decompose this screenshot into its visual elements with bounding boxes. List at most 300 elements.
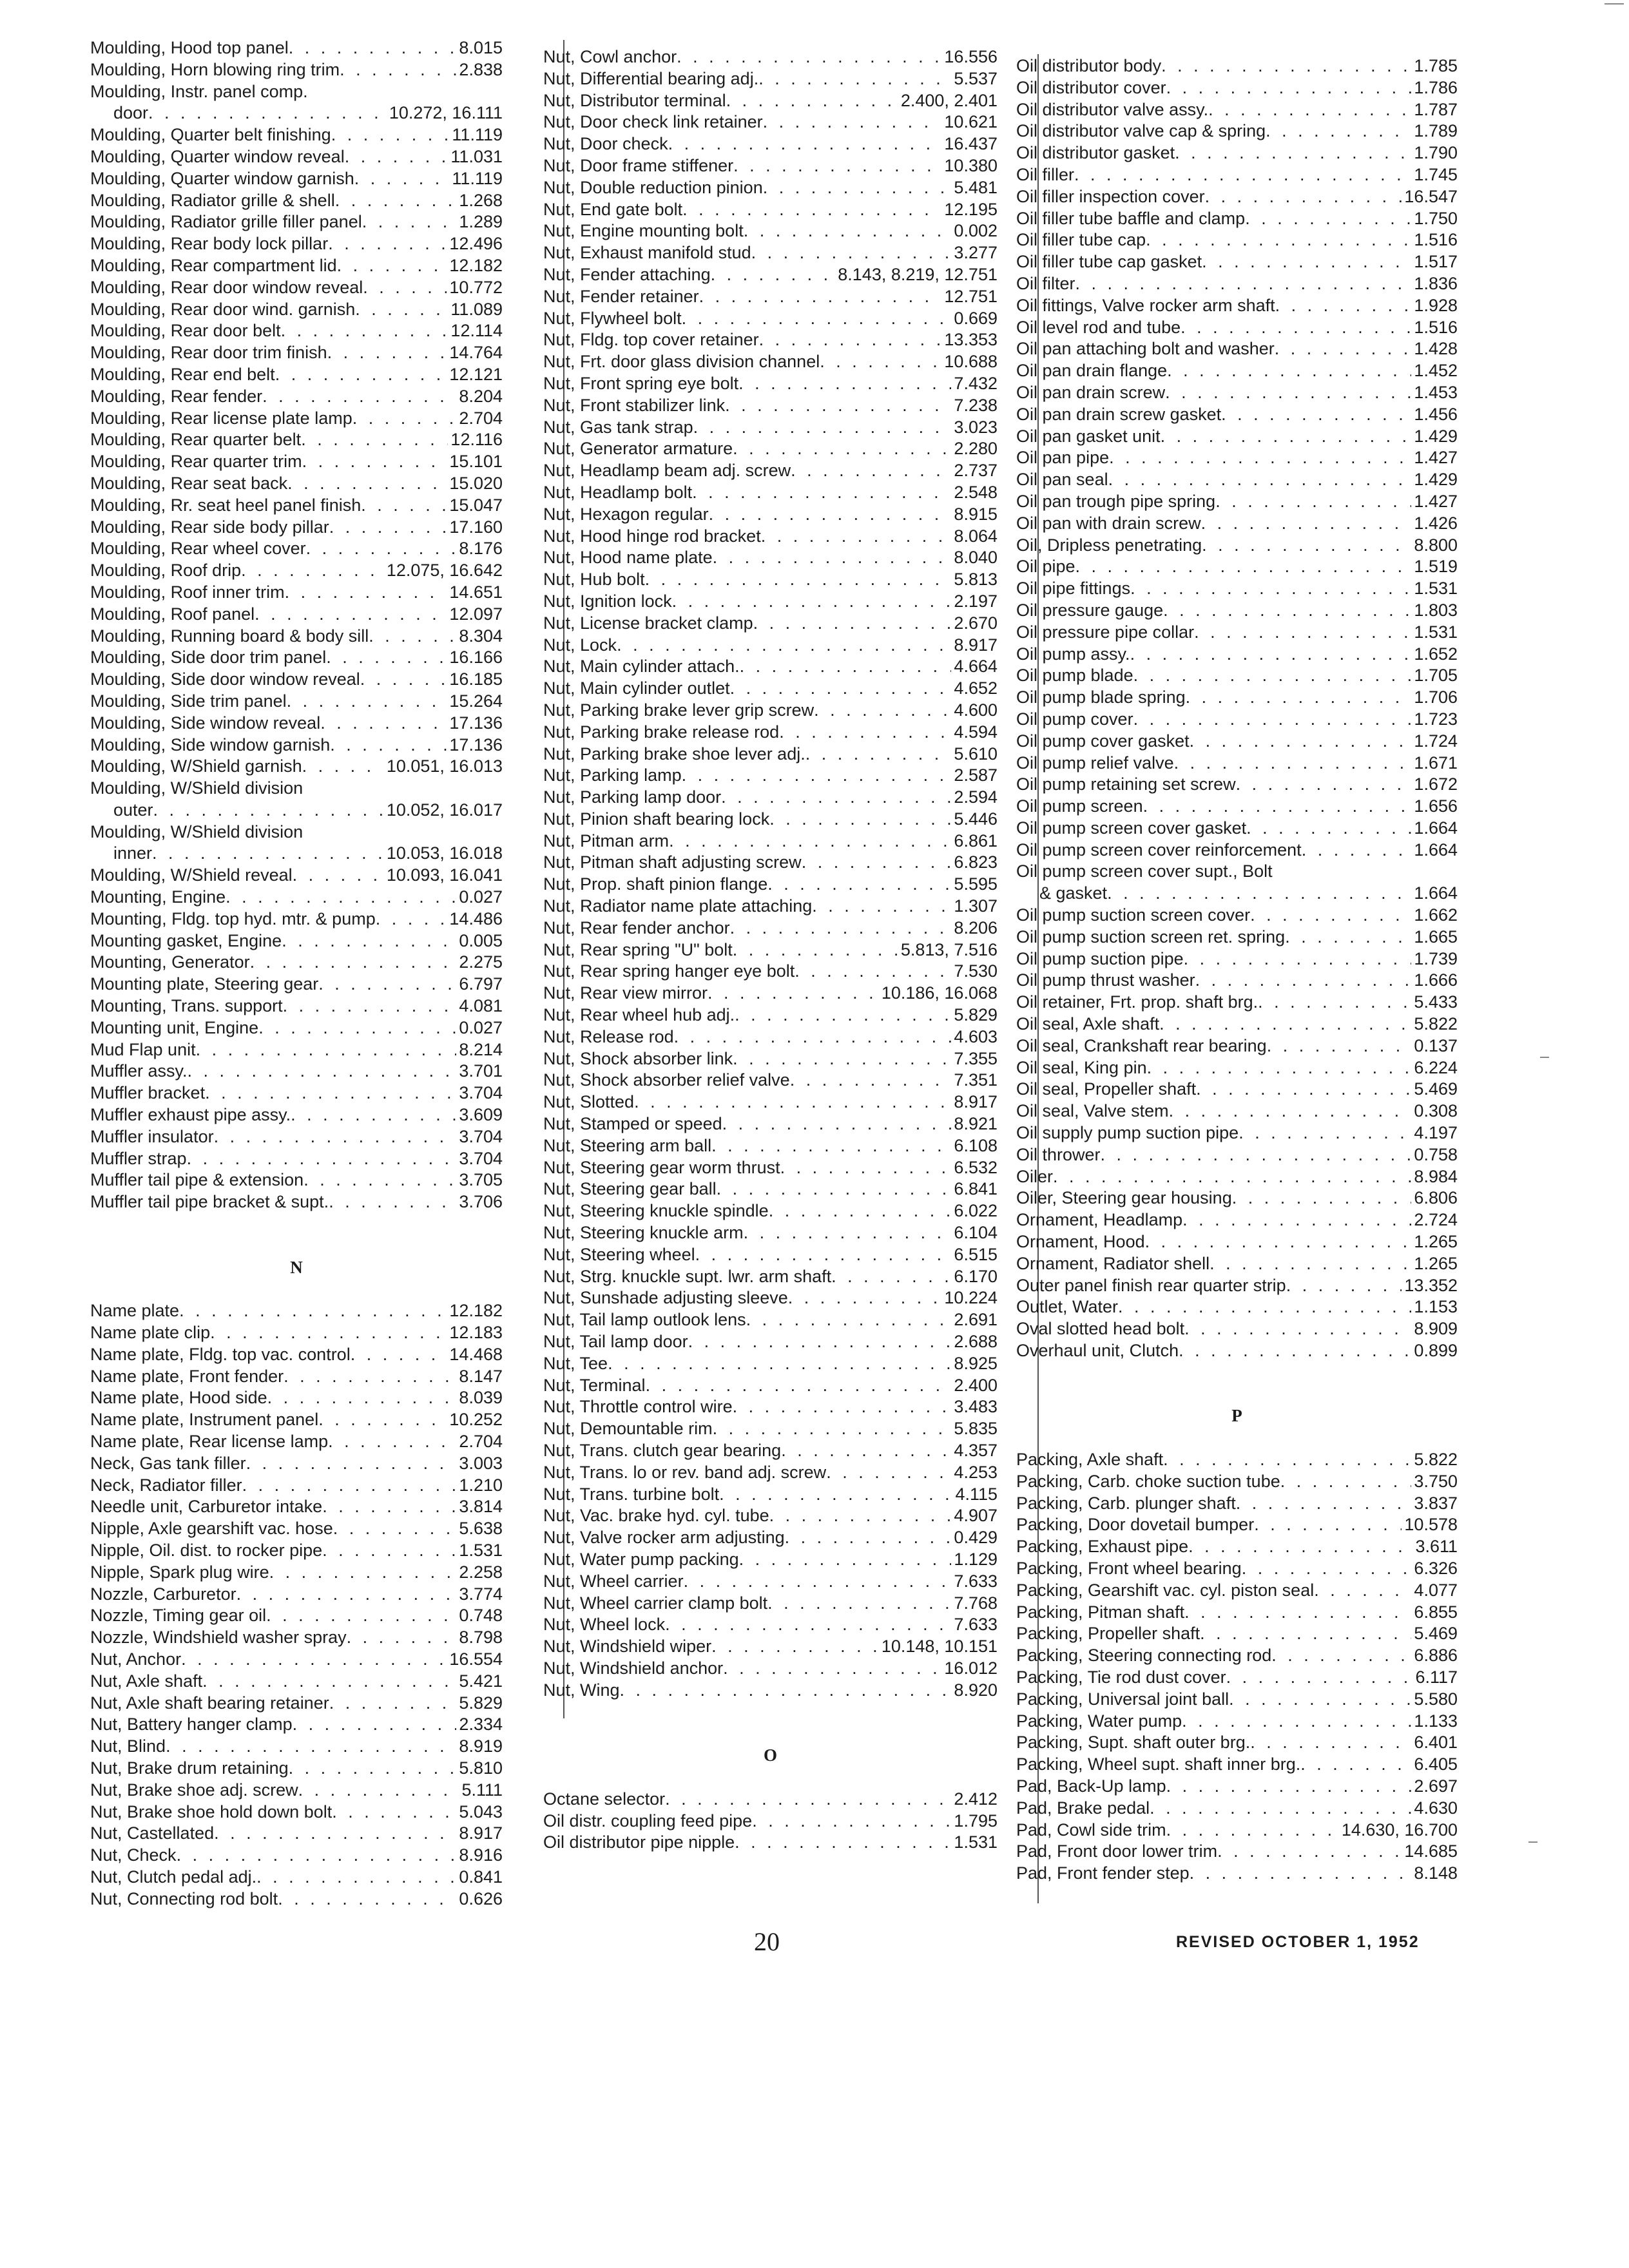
index-entry	[543, 874, 998, 896]
dot-leader	[362, 211, 457, 233]
dot-leader	[1254, 1514, 1402, 1536]
dot-leader	[1163, 1449, 1411, 1471]
index-entry	[543, 613, 998, 635]
index-entry	[1016, 1558, 1458, 1580]
entry-term: Moulding, Rear door wind. garnish	[90, 299, 356, 319]
entry-reference: 10.186, 16.068	[881, 983, 998, 1003]
index-entry	[543, 329, 998, 351]
dot-leader	[1275, 338, 1412, 360]
index-entry	[90, 1366, 503, 1388]
index-entry	[1016, 753, 1458, 774]
entry-term: Nut, Hood name plate	[543, 548, 713, 568]
dot-leader	[1208, 99, 1411, 121]
entry-term: Oil filler tube baffle and clamp	[1016, 208, 1246, 228]
entry-reference: 7.768	[954, 1593, 998, 1613]
entry-reference: 12.114	[450, 321, 503, 341]
dot-leader	[1275, 295, 1412, 317]
dot-leader	[318, 1409, 447, 1431]
entry-reference: 3.774	[459, 1584, 503, 1604]
entry-term: Oil pan seal	[1016, 470, 1108, 490]
index-entry	[543, 591, 998, 613]
entry-term: Nut, Trans. clutch gear bearing	[543, 1441, 782, 1460]
index-entry	[1016, 491, 1458, 513]
entry-term: Nut, Check	[90, 1845, 177, 1865]
entry-term: Oil pump screen cover reinforcement	[1016, 840, 1302, 860]
dot-leader	[258, 1017, 456, 1039]
entry-term: Oiler, Steering gear housing	[1016, 1188, 1232, 1208]
entry-term: Moulding, Side door window reveal	[90, 669, 360, 689]
index-entry	[90, 1758, 503, 1780]
index-entry	[90, 1082, 503, 1104]
entry-term: Moulding, Rear body lock pillar	[90, 234, 329, 254]
entry-reference: 1.516	[1414, 230, 1458, 250]
entry-term: Moulding, Roof inner trim	[90, 582, 285, 602]
entry-term: outer	[113, 800, 153, 820]
dot-leader	[214, 1823, 456, 1845]
index-entry	[543, 1200, 998, 1222]
dot-leader	[719, 1484, 952, 1506]
entry-term: Moulding, Quarter window reveal	[90, 146, 345, 166]
entry-term: Nut, End gate bolt	[543, 199, 683, 219]
index-entry	[543, 1157, 998, 1179]
dot-leader	[682, 308, 952, 330]
index-entry	[90, 908, 503, 930]
dot-leader	[677, 46, 941, 68]
entry-term: Nut, Door frame stiffener	[543, 155, 734, 175]
entry-reference: 5.433	[1414, 992, 1458, 1012]
entry-term: Nut, Brake shoe adj. screw	[90, 1780, 298, 1800]
dot-leader	[179, 1300, 447, 1322]
entry-reference: 11.119	[452, 168, 503, 188]
entry-reference: 2.587	[954, 765, 998, 785]
dot-leader	[267, 1387, 457, 1409]
entry-reference: 6.532	[954, 1157, 998, 1177]
entry-term: Nut, Rear fender anchor	[543, 918, 730, 937]
entry-reference: 2.258	[459, 1562, 503, 1582]
dot-leader	[617, 635, 951, 657]
dot-leader	[298, 1780, 459, 1802]
entry-reference: 5.822	[1414, 1450, 1458, 1469]
index-entry	[90, 473, 503, 495]
dot-leader	[759, 329, 942, 351]
index-entry	[90, 146, 503, 168]
entry-reference: 0.137	[1414, 1035, 1458, 1055]
entry-reference: 6.104	[954, 1223, 998, 1243]
entry-reference: 2.594	[954, 787, 998, 807]
entry-term: Nut, Fender retainer	[543, 286, 699, 306]
entry-term: Mud Flap unit	[90, 1039, 196, 1059]
entry-term: Nut, Differential bearing adj.	[543, 68, 759, 88]
entry-term: Packing, Carb. choke suction tube	[1016, 1471, 1280, 1491]
entry-reference: 12.121	[449, 364, 503, 384]
dot-leader	[725, 395, 951, 417]
entry-term: Nut, Pitman arm	[543, 831, 670, 850]
entry-reference: 1.664	[1414, 840, 1458, 860]
dot-leader	[733, 1048, 951, 1070]
section-spacer	[1016, 1362, 1458, 1406]
dot-leader	[1167, 360, 1411, 382]
dot-leader	[1166, 1820, 1339, 1841]
entry-reference: 5.810	[459, 1758, 503, 1778]
section-spacer	[1016, 1427, 1458, 1449]
entry-reference: 10.688	[944, 352, 998, 372]
index-entry	[543, 744, 998, 765]
entry-term: Oil pump suction screen cover	[1016, 905, 1251, 925]
dot-leader	[733, 1396, 952, 1418]
dot-leader	[1075, 273, 1412, 295]
entry-reference: 2.838	[459, 59, 503, 79]
entry-term: Nut, Trans. turbine bolt	[543, 1484, 720, 1504]
index-entry	[90, 974, 503, 995]
index-entry	[90, 1693, 503, 1715]
dot-leader	[739, 1549, 952, 1571]
entry-reference: 7.633	[954, 1571, 998, 1591]
entry-reference: 1.705	[1414, 666, 1458, 686]
dot-leader	[236, 1584, 457, 1606]
entry-term: Muffler insulator	[90, 1126, 214, 1146]
dot-leader	[329, 517, 447, 539]
dot-leader	[1245, 208, 1411, 230]
entry-term: Ornament, Headlamp	[1016, 1210, 1183, 1230]
index-entry	[1016, 513, 1458, 535]
dot-leader	[767, 874, 951, 896]
entry-reference: 4.652	[954, 678, 998, 698]
entry-reference: 5.835	[954, 1419, 998, 1439]
index-entry	[543, 286, 998, 308]
index-entry	[1016, 142, 1458, 164]
entry-term: Nut, Frt. door glass division channel	[543, 352, 820, 372]
entry-reference: 16.166	[449, 648, 503, 668]
index-entry	[90, 1387, 503, 1409]
dot-leader	[1201, 513, 1412, 535]
entry-term: Outlet, Water	[1016, 1297, 1119, 1317]
entry-reference: 2.548	[954, 482, 998, 502]
entry-reference: 5.610	[954, 744, 998, 764]
dot-leader	[688, 1331, 952, 1353]
index-entry	[90, 517, 503, 539]
index-entry	[1016, 1645, 1458, 1667]
entry-term: Nut, Terminal	[543, 1375, 646, 1395]
entry-reference: 10.621	[944, 112, 998, 132]
entry-reference: 1.750	[1414, 208, 1458, 228]
entry-reference: 12.195	[944, 199, 998, 219]
dot-leader	[695, 1244, 952, 1266]
dot-leader	[758, 68, 951, 90]
entry-term: Name plate, Fldg. top vac. control	[90, 1344, 351, 1364]
entry-reference: 7.351	[954, 1070, 998, 1090]
entry-term: Nut, Rear spring "U" bolt	[543, 939, 733, 959]
dot-leader	[665, 1614, 951, 1636]
index-entry	[543, 918, 998, 939]
index-entry	[90, 647, 503, 669]
entry-reference: 8.204	[459, 386, 503, 406]
entry-reference: 8.916	[459, 1845, 503, 1865]
index-entry	[90, 1736, 503, 1758]
index-entry	[90, 1475, 503, 1497]
dot-leader	[1184, 1318, 1411, 1340]
index-entry	[1016, 1100, 1458, 1122]
entry-reference: 6.806	[1414, 1188, 1458, 1208]
entry-term: Nut, Fldg. top cover retainer	[543, 330, 759, 350]
entry-term: Oil pan gasket unit	[1016, 426, 1161, 446]
entry-term: inner	[113, 843, 153, 863]
dot-leader	[1133, 709, 1412, 731]
dot-leader	[814, 700, 951, 722]
index-entry	[90, 538, 503, 560]
index-entry	[1016, 1079, 1458, 1100]
entry-reference: 14.685	[1404, 1841, 1458, 1861]
dot-leader	[1166, 1776, 1412, 1798]
dot-leader	[1194, 622, 1411, 644]
dot-leader	[281, 320, 448, 342]
revision-date: REVISED OCTOBER 1, 1952	[1176, 1933, 1420, 1951]
index-entry	[1016, 883, 1458, 905]
entry-reference: 1.517	[1414, 252, 1458, 272]
entry-reference: 6.515	[954, 1244, 998, 1264]
index-entry	[1016, 404, 1458, 426]
entry-term: Muffler strap	[90, 1148, 187, 1168]
entry-reference: 12.182	[449, 1301, 503, 1321]
entry-term: Oil pan drain screw	[1016, 382, 1166, 402]
index-entry	[543, 656, 998, 678]
index-entry	[1016, 1602, 1458, 1624]
dot-leader	[1267, 1035, 1412, 1057]
index-entry	[1016, 992, 1458, 1014]
entry-term: Packing, Wheel supt. shaft inner brg.	[1016, 1754, 1301, 1774]
entry-term: Nut, Strg. knuckle supt. lwr. arm shaft	[543, 1266, 832, 1286]
entry-reference: 6.224	[1414, 1057, 1458, 1077]
index-entry	[90, 1649, 503, 1671]
entry-reference: 2.412	[954, 1789, 998, 1809]
entry-reference: 1.531	[459, 1540, 503, 1560]
entry-term: Name plate, Rear license lamp	[90, 1432, 329, 1451]
dot-leader	[148, 102, 387, 124]
entry-term: Nut, Anchor	[90, 1649, 182, 1669]
dot-leader	[326, 647, 447, 669]
entry-reference: 7.238	[954, 395, 998, 415]
index-entry	[543, 700, 998, 722]
dot-leader	[1146, 229, 1411, 251]
entry-term: Nut, Battery hanger clamp	[90, 1715, 293, 1735]
index-entry	[1016, 1187, 1458, 1209]
entry-term: Nut, Pitman shaft adjusting screw	[543, 852, 802, 872]
dot-leader	[361, 495, 447, 517]
entry-term: Oil pipe	[1016, 557, 1075, 577]
dot-leader	[665, 1789, 951, 1811]
entry-term: Nut, Clutch pedal adj.	[90, 1867, 257, 1887]
entry-term: Name plate, Hood side	[90, 1388, 267, 1408]
entry-reference: 5.446	[954, 809, 998, 829]
entry-reference: 10.252	[449, 1410, 503, 1430]
dot-leader	[289, 37, 457, 59]
index-entry	[543, 199, 998, 221]
entry-term: Moulding, Rear end belt	[90, 364, 275, 384]
entry-reference: 8.147	[459, 1366, 503, 1386]
entry-reference: 11.031	[450, 146, 503, 166]
entry-reference: 4.594	[954, 722, 998, 742]
entry-term: Nut, Main cylinder outlet	[543, 678, 730, 698]
entry-reference: 2.724	[1414, 1210, 1458, 1230]
dot-leader	[1179, 1340, 1411, 1362]
entry-term: Muffler tail pipe bracket & supt.	[90, 1192, 329, 1212]
entry-term: Nut, Engine mounting bolt	[543, 221, 744, 241]
entry-reference: 6.170	[954, 1266, 998, 1286]
index-entry	[1016, 1449, 1458, 1471]
dot-leader	[711, 1636, 879, 1658]
index-entry	[1016, 1014, 1458, 1035]
entry-reference: 8.920	[954, 1680, 998, 1700]
entry-term: Nut, License bracket clamp	[543, 613, 753, 633]
entry-term: Pad, Cowl side trim	[1016, 1820, 1166, 1840]
dot-leader	[751, 242, 952, 264]
entry-term: Nut, Exhaust manifold stud	[543, 243, 751, 263]
index-column-2	[543, 46, 998, 1854]
dot-leader	[1210, 1253, 1411, 1275]
entry-term: Packing, Exhaust pipe	[1016, 1537, 1189, 1557]
entry-reference: 0.758	[1414, 1144, 1458, 1164]
index-entry	[543, 809, 998, 831]
entry-reference: 16.547	[1404, 186, 1458, 206]
entry-term: Oil pan with drain screw	[1016, 513, 1201, 533]
entry-reference: 1.672	[1414, 774, 1458, 794]
index-entry	[543, 1527, 998, 1549]
entry-term: Nut, Radiator name plate attaching	[543, 896, 813, 916]
entry-term: Name plate, Front fender	[90, 1366, 284, 1386]
entry-reference: 0.669	[954, 308, 998, 328]
dot-leader	[1202, 251, 1411, 273]
entry-reference: 1.265	[1414, 1232, 1458, 1252]
entry-reference: 11.119	[452, 125, 503, 145]
index-entry	[543, 1222, 998, 1244]
index-entry	[543, 68, 998, 90]
entry-term: Moulding, Rear door belt	[90, 321, 281, 341]
index-entry	[543, 504, 998, 526]
entry-term: Nozzle, Carburetor	[90, 1584, 236, 1604]
entry-term: Moulding, Rear door window reveal	[90, 277, 363, 297]
index-entry	[1016, 1471, 1458, 1493]
index-entry	[90, 1496, 503, 1518]
index-entry	[1016, 687, 1458, 709]
index-entry	[90, 190, 503, 212]
entry-reference: 8.800	[1414, 535, 1458, 555]
entry-reference: 10.093, 16.041	[386, 865, 503, 885]
index-entry	[90, 1867, 503, 1888]
entry-reference: 4.253	[954, 1462, 998, 1482]
entry-term: Oil distributor body	[1016, 56, 1162, 75]
index-entry	[1016, 578, 1458, 600]
entry-term: Nut, Parking lamp door	[543, 787, 722, 807]
index-entry	[90, 1148, 503, 1170]
entry-term: Moulding, Side door trim panel	[90, 648, 327, 668]
entry-term: Oil distributor cover	[1016, 77, 1166, 97]
index-entry	[543, 1070, 998, 1091]
dot-leader	[242, 1475, 457, 1497]
entry-reference: 3.003	[459, 1453, 503, 1473]
index-entry	[543, 1789, 998, 1811]
dot-leader	[1195, 970, 1412, 992]
index-entry	[1016, 731, 1458, 753]
index-entry	[1016, 1231, 1458, 1253]
index-entry	[90, 81, 503, 103]
entry-term: Nut, Main cylinder attach.	[543, 657, 740, 677]
dot-leader	[692, 482, 951, 504]
index-entry	[1016, 317, 1458, 339]
entry-term: Nut, Release rod	[543, 1026, 674, 1046]
entry-term: Nut, Hexagon regular	[543, 504, 709, 524]
entry-term: Moulding, W/Shield garnish	[90, 756, 302, 776]
entry-term: Oil pump screen	[1016, 796, 1143, 816]
index-entry	[90, 887, 503, 908]
dot-leader	[763, 177, 952, 199]
entry-reference: 1.795	[954, 1811, 998, 1831]
entry-reference: 3.023	[954, 417, 998, 437]
dot-leader	[187, 1148, 457, 1170]
index-entry	[90, 37, 503, 59]
dot-leader	[674, 1026, 952, 1048]
entry-term: Nut, Parking lamp	[543, 765, 682, 785]
index-entry	[90, 1061, 503, 1082]
entry-reference: 1.268	[459, 190, 503, 210]
entry-reference: 6.823	[954, 852, 998, 872]
index-entry	[543, 1571, 998, 1593]
index-entry	[543, 1113, 998, 1135]
entry-term: Neck, Radiator filler	[90, 1475, 242, 1495]
entry-term: Nut, Rear spring hanger eye bolt	[543, 961, 795, 981]
entry-reference: 1.739	[1414, 948, 1458, 968]
entry-term: & gasket	[1039, 883, 1108, 903]
entry-term: Nipple, Axle gearshift vac. hose	[90, 1519, 333, 1539]
entry-term: Nut, Vac. brake hyd. cyl. tube	[543, 1506, 769, 1526]
index-entry	[90, 800, 503, 822]
entry-term: Oil seal, King pin	[1016, 1057, 1147, 1077]
entry-reference: 16.437	[944, 134, 998, 154]
entry-term: Nut, Castellated	[90, 1823, 215, 1843]
entry-term: Moulding, Quarter window garnish	[90, 168, 354, 188]
index-entry	[543, 133, 998, 155]
entry-reference: 1.652	[1414, 644, 1458, 664]
entry-term: Nut, Hub bolt	[543, 570, 645, 590]
dot-leader	[668, 133, 942, 155]
dot-leader	[1250, 905, 1411, 927]
dot-leader	[330, 735, 447, 756]
entry-reference: 3.705	[459, 1170, 503, 1190]
entry-reference: 3.704	[459, 1126, 503, 1146]
entry-term: Nut, Door check link retainer	[543, 112, 763, 132]
entry-reference: 6.886	[1414, 1646, 1458, 1666]
index-entry	[543, 787, 998, 809]
dot-leader	[1169, 1100, 1412, 1122]
entry-reference: 0.899	[1414, 1341, 1458, 1361]
dot-leader	[767, 1593, 951, 1615]
entry-reference: 4.197	[1414, 1123, 1458, 1143]
index-entry	[90, 124, 503, 146]
dot-leader	[322, 1540, 456, 1562]
entry-reference: 7.432	[954, 373, 998, 393]
entry-reference: 8.925	[954, 1353, 998, 1373]
entry-reference: 8.039	[459, 1388, 503, 1408]
dot-leader	[744, 220, 952, 242]
entry-reference: 3.483	[954, 1397, 998, 1417]
index-entry	[1016, 644, 1458, 666]
dot-leader	[699, 286, 942, 308]
index-entry	[543, 1396, 998, 1418]
index-entry	[1016, 273, 1458, 295]
entry-term: Mounting, Fldg. top hyd. mtr. & pump	[90, 908, 376, 928]
entry-reference: 5.469	[1414, 1624, 1458, 1644]
dot-leader	[1236, 774, 1412, 796]
dot-leader	[608, 1353, 951, 1375]
entry-term: Nut, Wheel carrier clamp bolt	[543, 1593, 768, 1613]
